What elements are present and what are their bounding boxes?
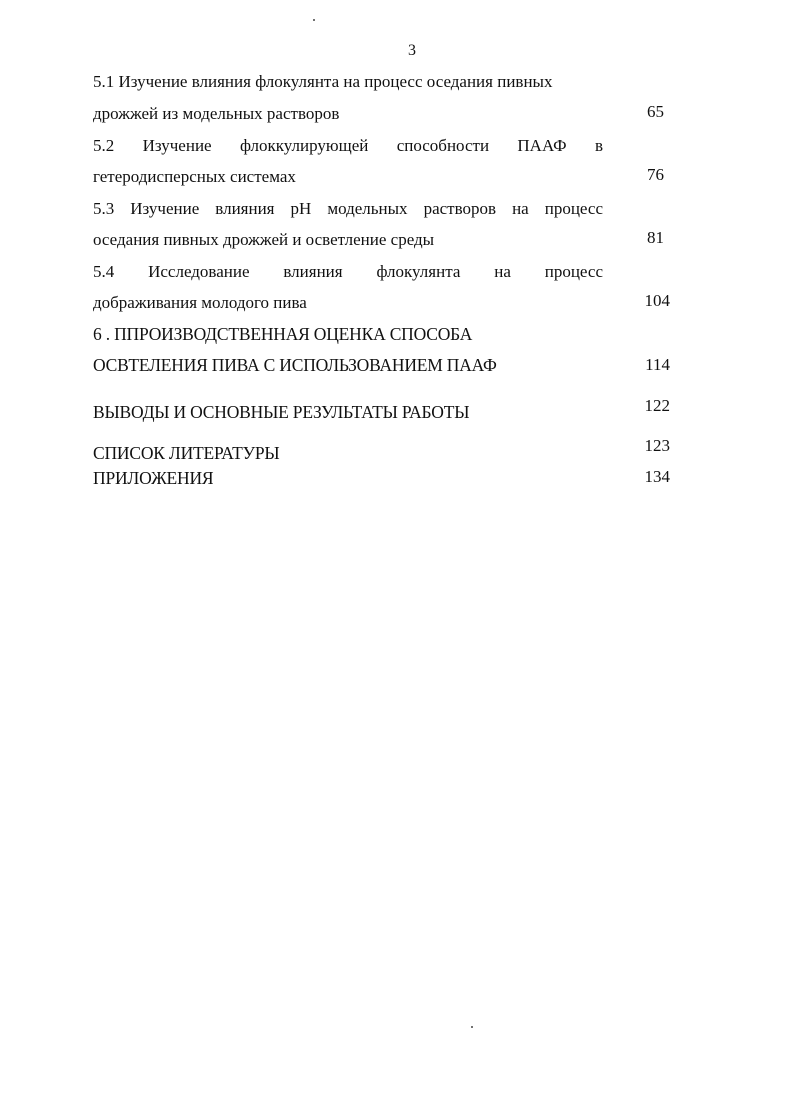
toc-entry-title-line: 6 . ППРОИЗВОДСТВЕННАЯ ОЦЕНКА СПОСОБА (93, 324, 473, 344)
toc-entry-page: 123 (644, 436, 670, 455)
toc-entry-title-line: 5.2 Изучение флоккулирующей способности ПААФ в (93, 136, 603, 155)
toc-entry-title-line: 5.3 Изучение влияния pH модельных растворов на процесс (93, 199, 603, 218)
toc-entry-title-line: гетеродисперсных системах (93, 167, 296, 186)
toc-entry-page: 65 (647, 102, 664, 121)
scan-speck-bottom (471, 1026, 473, 1028)
toc-entry-page: 114 (645, 355, 670, 374)
page-number: 3 (408, 42, 416, 59)
toc-entry-page: 104 (644, 291, 670, 310)
toc-entry-title-line: ПРИЛОЖЕНИЯ (93, 468, 214, 488)
toc-entry-title-line: 5.1 Изучение влияния флокулянта на процесс оседания пивных (93, 72, 553, 91)
toc-entry-title-line: дрожжей из модельных растворов (93, 104, 340, 123)
toc-entry-title-line: 5.4 Исследование влияния флокулянта на процесс (93, 262, 603, 281)
toc-entry-page: 81 (647, 228, 664, 247)
toc-entry-page: 122 (644, 396, 670, 415)
toc-entry-title-line: оседания пивных дрожжей и осветление среды (93, 230, 435, 249)
toc-entry-title-line: дображивания молодого пива (93, 293, 307, 312)
toc-entry-page: 134 (644, 467, 670, 486)
scan-speck-top (313, 19, 315, 21)
toc-entry-page: 76 (647, 165, 664, 184)
toc-entry-title-line: СПИСОК ЛИТЕРАТУРЫ (93, 443, 280, 463)
toc-entry-title-line: ОСВТЕЛЕНИЯ ПИВА С ИСПОЛЬЗОВАНИЕМ ПААФ (93, 355, 497, 375)
toc-entry-title-line: ВЫВОДЫ И ОСНОВНЫЕ РЕЗУЛЬТАТЫ РАБОТЫ (93, 402, 470, 422)
